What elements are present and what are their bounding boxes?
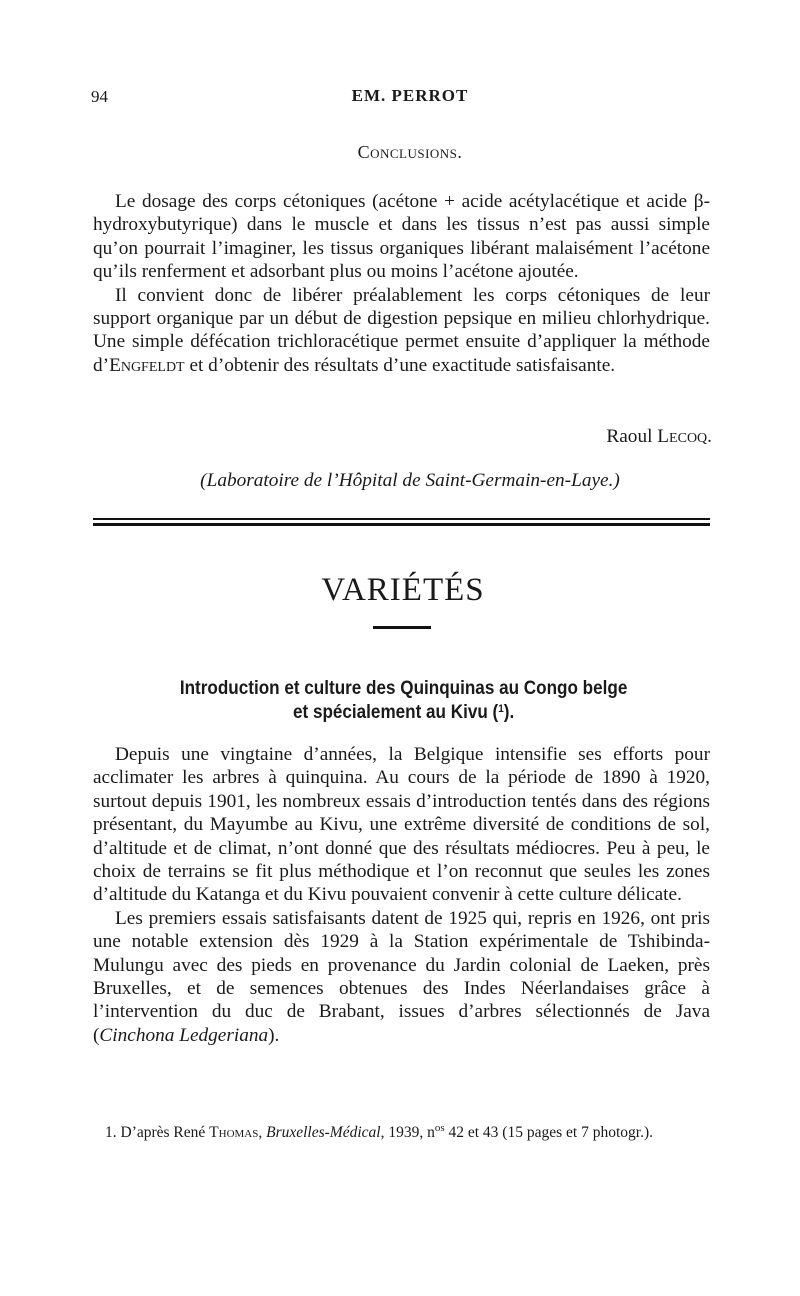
conclusions-text [93,190,710,377]
conclusions-paragraph-2 [93,284,710,378]
species-name: Cinchona Ledgeriana [99,1024,269,1046]
article-paragraph-2-end: ). [268,1024,280,1046]
article-title [40,677,760,725]
footnote-number: 1. D’après René [105,1124,210,1141]
footnote-rest: 42 et 43 (15 pages et 7 photogr.). [444,1124,653,1141]
signature-first-name: Raoul [606,426,658,447]
author-name-engfeldt: Engfeldt [109,354,185,376]
article-title-line-2-text: et spécialement au Kivu ( [292,702,499,723]
article-title-line-2 [47,701,760,725]
footnote-author: Thomas [209,1124,259,1141]
varietes-heading: VARIÉTÉS [321,572,485,608]
conclusions-paragraph-2-end: et d’obtenir des résultats d’une exactitude satisfaisante. [184,354,616,376]
conclusions-paragraph-1: Le dosage des corps cétoniques (acétone + acide acétylacétique et acide β-hydroxybutyrique) dans le muscle et dans les tissus n’est pas aussi simple qu’on pourrait l’imaginer, les tissus organiques libérant malaisément l’acétone qu’ils renferment et adsorbant plus ou moins l’acétone ajoutée. [93,191,710,283]
footnote-marker: 1 [498,703,504,715]
signature-last-name: Lecoq. [657,426,712,447]
section-divider-thin [93,518,710,520]
footnote-nos: os [434,1122,445,1134]
page-number: 94 [91,87,108,106]
article-title-end: ). [503,702,515,723]
running-head: EM. PERROT [351,86,469,105]
section-divider-thick [93,523,710,526]
heading-underline [373,626,431,629]
article-paragraph-2 [93,907,710,1047]
conclusions-heading: Conclusions. [357,142,463,162]
footnote-year: , 1939, n [380,1124,435,1141]
footnote [105,1123,710,1142]
affiliation: (Laboratoire de l’Hôpital de Saint-Germain-en-Laye.) [200,470,620,491]
footnote-sep: , [258,1124,267,1141]
article-text [93,743,710,1047]
article-paragraph-1: Depuis une vingtaine d’années, la Belgique intensifie ses efforts pour acclimater les arbres à quinquina. Au cours de la période de 1890 à 1920, surtout depuis 1901, les nombreux essais d’introduction tentés dans des régions présentant, du Mayumbe au Kivu, une extrême diversité de conditions de sol, d’altitude et de climat, n’ont donné que des résultats médiocres. Peu à peu, le choix de terrains se fit plus méthodique et l’on reconnut que seules les zones d’altitude du Katanga et du Kivu pouvaient convenir à cette culture délicate. [93,744,710,906]
article-paragraph-2-start: Les premiers essais satisfaisants datent de 1925 qui, repris en 1926, ont pris une notable extension dès 1929 à la Station expérimentale de Tshibinda-Mulungu avec des pieds en provenance du Jardin colonial de Laeken, près Bruxelles, et de semences obtenues des Indes Néerlandaises grâce à l’intervention du duc de Brabant, issues d’arbres sélectionnés de Java ( [93,907,710,1046]
footnote-journal: Bruxelles-Médical [266,1124,381,1141]
conclusions-paragraph-2-start: Il convient donc de libérer préalablement les corps cétoniques de leur support organique par un début de digestion pepsique en milieu chlorhydrique. Une simple défécation trichloracétique permet ensuite d’appliquer la méthode d’ [93,284,710,376]
article-title-line-1: Introduction et culture des Quinquinas au Congo belge [179,678,628,699]
signature [606,426,712,448]
